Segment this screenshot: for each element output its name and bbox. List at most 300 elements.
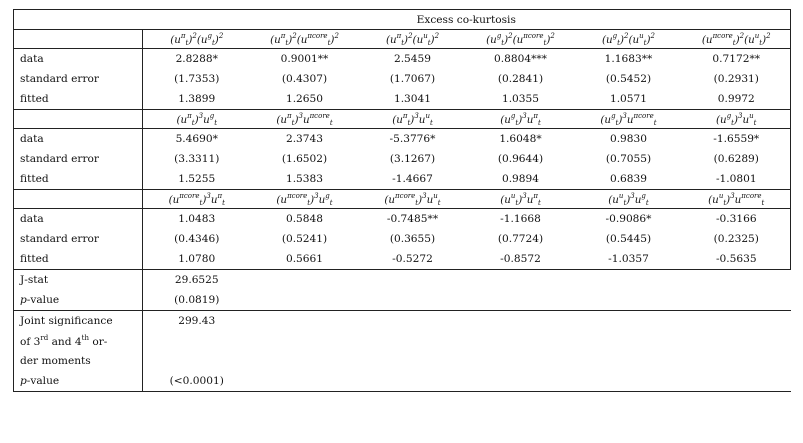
table-cell: 1.0780 — [143, 249, 251, 270]
row-label — [14, 290, 143, 311]
table-title: Excess co-kurtosis — [143, 10, 791, 30]
table-cell: -0.9086* — [605, 213, 652, 225]
header-part: g — [207, 31, 212, 40]
table-cell: (0.5445) — [605, 233, 652, 245]
table-row — [14, 169, 791, 190]
empty-cell — [683, 290, 791, 311]
label-part: and 4 — [48, 336, 82, 348]
table-cell: (0.4346) — [174, 233, 220, 245]
table-cell: -1.1668 — [500, 213, 541, 225]
empty-cell — [467, 290, 575, 311]
header-part: ) — [626, 193, 631, 206]
header-part: πcore — [633, 111, 654, 120]
header-part: t — [501, 38, 505, 47]
table-cell: -1.0357 — [575, 249, 683, 270]
header-part: (u — [176, 113, 188, 126]
header-row — [14, 110, 791, 129]
column-header — [143, 190, 251, 209]
table-cell: -0.3166 — [683, 209, 791, 230]
empty-cell — [143, 331, 251, 351]
header-part: u — [433, 191, 438, 200]
header-part: 2 — [192, 31, 197, 40]
empty-cell — [575, 371, 683, 392]
table-cell: (3.3311) — [174, 153, 220, 165]
header-part: t — [222, 198, 225, 207]
header-part: πcore — [395, 191, 416, 200]
table-cell: (0.2931) — [683, 69, 791, 89]
header-part: (u — [276, 193, 288, 206]
header-part: u — [526, 113, 534, 126]
header-part: ) — [734, 113, 739, 126]
table-cell: (0.7724) — [497, 233, 544, 245]
header-part: 2 — [550, 31, 555, 40]
column-header — [467, 190, 575, 209]
header-part: 2 — [739, 31, 745, 40]
column-header — [143, 110, 251, 129]
header-part: (u — [270, 33, 281, 46]
table-cell: 2.8288* — [175, 53, 218, 65]
header-part: 2 — [434, 31, 440, 40]
table-cell: (0.4307) — [281, 73, 328, 85]
table-cell: -5.3776* — [389, 133, 436, 145]
header-part: (u — [600, 113, 612, 126]
header-part: π — [396, 31, 402, 40]
header-part: (u — [385, 33, 397, 46]
header-part: t — [753, 118, 757, 127]
header-part: (u — [168, 193, 180, 206]
joint-value: 299.43 — [178, 315, 216, 327]
header-part: 3 — [522, 111, 527, 120]
column-header — [575, 110, 683, 129]
header-part: (u — [392, 113, 403, 126]
table-cell: 0.9830 — [609, 133, 648, 145]
header-part: t — [623, 198, 627, 207]
column-header — [359, 110, 467, 129]
header-part: t — [437, 198, 441, 207]
table-row — [14, 129, 791, 150]
jstat-pvalue: (0.0819) — [143, 290, 251, 311]
table-cell: 1.3041 — [359, 89, 467, 110]
empty-cell — [359, 290, 467, 311]
row-label: der moments — [14, 351, 143, 371]
empty-cell — [359, 371, 467, 392]
header-part: g — [641, 191, 646, 200]
row-label: standard error — [14, 229, 143, 249]
header-part: u — [426, 193, 434, 206]
p-symbol: p — [20, 375, 27, 387]
label-part: of 3 — [20, 336, 41, 348]
table-cell: (0.5452) — [605, 73, 652, 85]
column-header — [575, 30, 683, 49]
header-part: 2 — [218, 31, 224, 40]
header-part: (u — [708, 193, 719, 206]
header-part: u — [754, 31, 760, 40]
empty-cell — [683, 311, 791, 332]
header-part: ) — [618, 113, 623, 126]
header-part: 3 — [298, 111, 303, 120]
empty-cell — [467, 351, 575, 371]
header-part: (u — [412, 33, 424, 46]
row-label — [14, 331, 143, 351]
row-label: standard error — [14, 149, 143, 169]
header-part: t — [185, 38, 189, 47]
table-cell: 5.4690* — [175, 133, 218, 145]
header-part: ) — [294, 113, 299, 126]
empty-cell — [359, 270, 467, 291]
header-part: u — [425, 111, 430, 120]
table-cell: 1.6048* — [499, 133, 542, 145]
column-header — [251, 110, 359, 129]
header-part: πcore — [307, 31, 328, 40]
header-part: (u — [500, 113, 511, 126]
header-part: (u — [296, 33, 308, 46]
header-part: (u — [512, 33, 524, 46]
header-part: t — [427, 38, 431, 47]
joint-pvalue-row — [14, 371, 791, 392]
empty-cell — [251, 270, 359, 291]
header-part: ) — [735, 33, 740, 46]
empty-cell — [575, 351, 683, 371]
column-header — [143, 30, 251, 49]
table-cell: -1.6559* — [683, 129, 791, 150]
table-row — [14, 69, 791, 89]
table-cell: -0.5272 — [359, 249, 467, 270]
empty-cell — [467, 331, 575, 351]
header-part: u — [742, 113, 750, 126]
joint-row-cont — [14, 331, 791, 351]
table-cell: (0.7055) — [605, 153, 652, 165]
table-cell: 1.5255 — [143, 169, 251, 190]
table-cell: (0.9644) — [497, 153, 544, 165]
table-cell: 1.0483 — [178, 213, 216, 225]
table-cell: 1.0571 — [575, 89, 683, 110]
empty-cell — [575, 270, 683, 291]
row-label: J-stat — [14, 270, 143, 291]
joint-row-cont — [14, 351, 791, 371]
table-row — [14, 49, 791, 70]
table-cell: (0.3655) — [389, 233, 436, 245]
empty-cell — [251, 351, 359, 371]
table-cell: (0.2841) — [497, 73, 544, 85]
cokurtosis-table — [13, 9, 791, 392]
header-part: t — [761, 198, 765, 207]
column-header — [251, 30, 359, 49]
row-label: Joint significance — [14, 311, 143, 332]
row-label: data — [14, 129, 143, 150]
header-part: (u — [170, 33, 181, 46]
header-part: ) — [418, 193, 423, 206]
header-part: t — [645, 198, 649, 207]
table-cell: 1.0355 — [467, 89, 575, 110]
table-row — [14, 249, 791, 270]
row-label: fitted — [14, 89, 143, 110]
header-part: ) — [546, 33, 551, 46]
table-row — [14, 149, 791, 169]
header-part: 2 — [650, 31, 655, 40]
column-header — [683, 110, 791, 129]
empty-cell — [251, 371, 359, 392]
empty-cell — [683, 331, 791, 351]
header-part: (u — [602, 33, 613, 46]
jstat-value: 29.6525 — [174, 274, 219, 286]
header-part: u — [639, 31, 644, 40]
header-part: π — [533, 191, 538, 200]
header-part: ) — [504, 33, 509, 46]
header-part: t — [643, 38, 647, 47]
header-part: 2 — [334, 31, 339, 40]
header-part: πcore — [309, 111, 330, 120]
header-part: u — [618, 191, 624, 200]
row-label: fitted — [14, 249, 143, 270]
table-cell: 1.1683** — [604, 53, 653, 65]
empty-cell — [467, 371, 575, 392]
header-part: u — [734, 193, 742, 206]
table-cell: 0.6839 — [575, 169, 683, 190]
header-row — [14, 30, 791, 49]
header-part: 2 — [624, 31, 629, 40]
header-part: t — [191, 118, 195, 127]
empty-cell — [683, 270, 791, 291]
header-part: t — [653, 118, 657, 127]
table-cell: 0.5848 — [285, 213, 324, 225]
header-part: 3 — [622, 111, 627, 120]
empty-cell — [359, 351, 467, 371]
empty-cell — [251, 290, 359, 311]
table-cell: 1.3899 — [143, 89, 251, 110]
p-symbol: p — [20, 294, 27, 306]
jstat-row — [14, 270, 791, 291]
empty-cell — [575, 311, 683, 332]
header-part: ) — [518, 113, 523, 126]
header-part: πcore — [287, 191, 308, 200]
header-part: 3 — [522, 191, 527, 200]
header-part: 2 — [766, 31, 771, 40]
header-part: t — [199, 198, 203, 207]
empty-cell — [575, 290, 683, 311]
row-label: standard error — [14, 69, 143, 89]
header-part: 3 — [730, 191, 735, 200]
table-cell: (0.5241) — [281, 233, 328, 245]
pvalue-suffix: -value — [26, 294, 60, 306]
header-blank — [14, 110, 143, 129]
header-part: ) — [762, 33, 767, 46]
table-cell: -0.8572 — [467, 249, 575, 270]
label-part: th — [81, 334, 89, 342]
table-cell: 0.9972 — [683, 89, 791, 110]
table-cell: (3.1267) — [389, 153, 436, 165]
header-part: 3 — [422, 191, 427, 200]
empty-cell — [143, 351, 251, 371]
header-part: πcore — [523, 31, 544, 40]
header-part: πcore — [179, 191, 200, 200]
header-part: π — [217, 191, 223, 200]
table-cell: (0.2325) — [683, 229, 791, 249]
empty-cell — [359, 331, 467, 351]
header-part: ) — [646, 33, 651, 46]
header-part: t — [214, 118, 218, 127]
header-part: 3 — [198, 111, 204, 120]
header-part: g — [510, 111, 516, 120]
jstat-pvalue-row — [14, 290, 791, 311]
header-part: πcore — [712, 31, 733, 40]
column-header — [359, 190, 467, 209]
pvalue-suffix: -value — [26, 375, 60, 387]
header-part: t — [732, 38, 736, 47]
header-part: t — [291, 118, 295, 127]
header-part: 3 — [314, 191, 319, 200]
joint-row — [14, 311, 791, 332]
table-row — [14, 89, 791, 110]
header-part: t — [415, 198, 419, 207]
empty-cell — [467, 270, 575, 291]
header-part: u — [210, 193, 218, 206]
header-part: (u — [701, 33, 713, 46]
header-part: (u — [608, 193, 619, 206]
header-part: u — [718, 191, 724, 200]
header-row — [14, 190, 791, 209]
header-part: 2 — [508, 31, 513, 40]
header-part: 2 — [408, 31, 413, 40]
header-part: π — [187, 111, 192, 120]
header-part: (u — [196, 33, 208, 46]
header-part: π — [180, 31, 186, 40]
header-part: g — [325, 191, 330, 200]
table-cell: 0.8804*** — [494, 53, 547, 65]
header-part: u — [302, 113, 310, 126]
header-part: ) — [202, 193, 207, 206]
header-part: ) — [726, 193, 731, 206]
row-label: data — [14, 209, 143, 230]
header-part: ) — [330, 33, 335, 46]
title-row — [14, 10, 791, 30]
label-part: rd — [40, 334, 49, 342]
header-part: π — [280, 31, 286, 40]
empty-cell — [251, 331, 359, 351]
row-label: data — [14, 49, 143, 70]
header-part: t — [537, 118, 541, 127]
table-cell: 2.5459 — [393, 53, 432, 65]
header-part: t — [617, 38, 620, 47]
header-part: ) — [404, 33, 409, 46]
header-part: π — [533, 111, 538, 120]
empty-cell — [467, 311, 575, 332]
column-header — [575, 190, 683, 209]
header-part: t — [329, 118, 333, 127]
header-part: ) — [518, 193, 523, 206]
header-part: ) — [194, 113, 199, 126]
header-part: u — [423, 31, 428, 40]
empty-cell — [575, 331, 683, 351]
column-header — [467, 30, 575, 49]
column-header — [467, 110, 575, 129]
header-blank — [14, 190, 143, 209]
empty-cell — [683, 371, 791, 392]
header-part: (u — [500, 193, 511, 206]
label-part: or- — [88, 336, 108, 348]
table-cell: (1.7353) — [174, 73, 220, 85]
header-part: u — [318, 193, 326, 206]
header-part: t — [543, 38, 547, 47]
table-cell: -1.0801 — [683, 169, 791, 190]
table-cell: 0.7172** — [683, 49, 791, 70]
table-row — [14, 229, 791, 249]
table-cell: 2.3743 — [285, 133, 324, 145]
header-part: π — [287, 111, 292, 120]
empty-cell — [683, 351, 791, 371]
row-label — [14, 371, 143, 392]
header-part: (u — [384, 193, 396, 206]
table-cell: 1.5383 — [251, 169, 359, 190]
table-cell: (1.7067) — [389, 73, 436, 85]
header-part: t — [329, 198, 333, 207]
header-part: g — [726, 111, 732, 120]
header-part: ) — [430, 33, 435, 46]
table-cell: 0.9894 — [467, 169, 575, 190]
header-part: u — [626, 113, 634, 126]
header-part: u — [418, 113, 426, 126]
joint-pvalue: (<0.0001) — [143, 371, 251, 392]
header-part: g — [612, 31, 618, 40]
header-part: ) — [310, 193, 315, 206]
header-part: u — [510, 191, 516, 200]
header-part: 3 — [630, 191, 635, 200]
header-part: t — [307, 198, 311, 207]
header-part: t — [285, 38, 289, 47]
header-part: 3 — [738, 111, 743, 120]
header-part: 3 — [414, 111, 419, 120]
header-part: t — [615, 118, 619, 127]
header-part: t — [515, 118, 519, 127]
header-part: 2 — [292, 31, 297, 40]
table-cell: 1.2650 — [251, 89, 359, 110]
header-part: u — [634, 193, 642, 206]
header-part: (u — [486, 33, 497, 46]
empty-cell — [359, 311, 467, 332]
column-header — [251, 190, 359, 209]
header-part: ) — [188, 33, 193, 46]
header-part: (u — [716, 113, 727, 126]
header-part: t — [515, 198, 519, 207]
header-part: t — [759, 38, 763, 47]
row-label: fitted — [14, 169, 143, 190]
header-part: ) — [619, 33, 625, 46]
header-part: t — [407, 118, 411, 127]
header-part: g — [496, 31, 502, 40]
table-cell: (0.6289) — [683, 149, 791, 169]
header-part: u — [749, 111, 754, 120]
header-blank — [14, 30, 143, 49]
table-cell: 0.9001** — [280, 53, 329, 65]
header-part: ) — [410, 113, 415, 126]
empty-cell — [251, 311, 359, 332]
table-cell: -0.5635 — [683, 249, 791, 270]
header-part: ) — [288, 33, 293, 46]
header-part: 3 — [206, 191, 211, 200]
header-part: (u — [276, 113, 287, 126]
header-part: u — [526, 193, 534, 206]
table-cell: (1.6502) — [281, 153, 328, 165]
header-part: u — [203, 113, 210, 126]
table-row — [14, 209, 791, 230]
header-part: t — [401, 38, 405, 47]
header-part: t — [723, 198, 727, 207]
header-part: g — [611, 111, 616, 120]
table-cell: -1.4667 — [359, 169, 467, 190]
header-part: t — [327, 38, 331, 47]
table-cell: -0.7485** — [386, 213, 439, 225]
header-part: π — [402, 111, 408, 120]
column-header — [359, 30, 467, 49]
